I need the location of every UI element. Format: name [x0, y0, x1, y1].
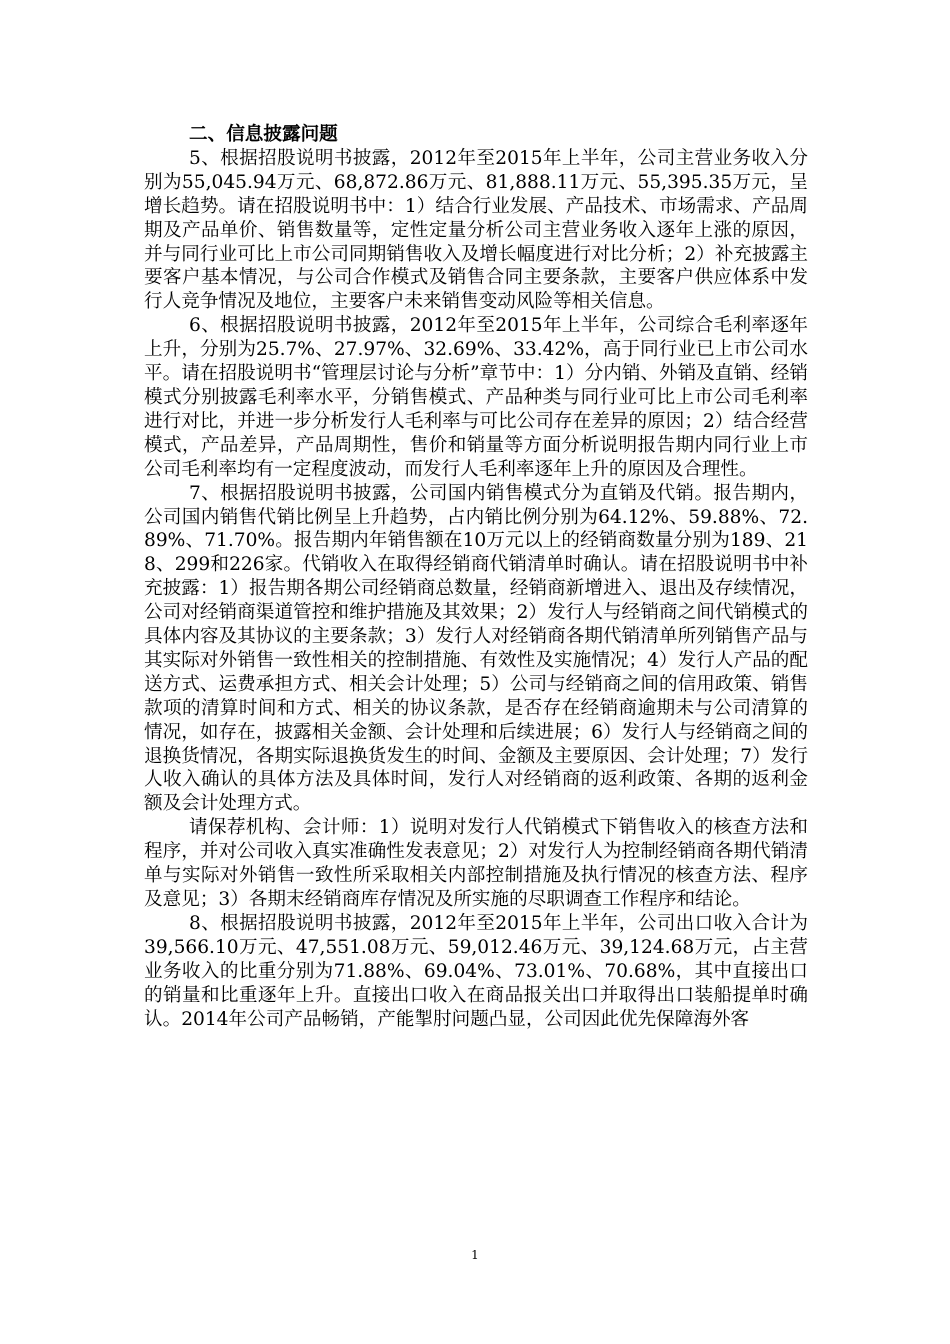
paragraph-item-6: 6、根据招股说明书披露，2012年至2015年上半年，公司综合毛利率逐年上升，分别为25.7%、27.97%、32.69%、33.42%，高于同行业已上市公司水平。请在招股说明书“管理层讨论与分析”章节中：1）分内销、外销及直销、经销模式分别披露毛利率水平，分销售模式、产品种类与同行业可比上市公司毛利率进行对比，并进一步分析发行人毛利率与可比公司存在差异的原因；2）结合经营模式，产品差异，产品周期性，售价和销量等方面分析说明报告期内同行业上市公司毛利率均有一定程度波动，而发行人毛利率逐年上升的原因及合理性。 — [144, 315, 808, 480]
paragraph-item-5: 5、根据招股说明书披露，2012年至2015年上半年，公司主营业务收入分别为55,045.94万元、68,872.86万元、81,888.11万元、55,395.35万元，呈增长趋势。请在招股说明书中：1）结合行业发展、产品技术、市场需求、产品周期及产品单价、销售数量等，定性定量分析公司主营业务收入逐年上涨的原因，并与同行业可比上市公司同期销售收入及增长幅度进行对比分析；2）补充披露主要客户基本情况，与公司合作模式及销售合同主要条款，主要客户供应体系中发行人竞争情况及地位，主要客户未来销售变动风险等相关信息。 — [144, 147, 808, 313]
paragraph-sponsor-request: 请保荐机构、会计师：1）说明对发行人代销模式下销售收入的核查方法和程序，并对公司收入真实准确性发表意见；2）对发行人为控制经销商各期代销清单与实际对外销售一致性所采取相关内部控制措施及执行情况的核查方法、程序及意见；3）各期末经销商库存情况及所实施的尽职调查工作程序和结论。 — [144, 817, 808, 910]
section-heading: 二、信息披露问题 — [189, 124, 338, 145]
document-body — [144, 123, 808, 1031]
paragraph-item-8: 8、根据招股说明书披露，2012年至2015年上半年，公司出口收入合计为39,566.10万元、47,551.08万元、59,012.46万元、39,124.68万元，占主营业务收入的比重分别为71.88%、69.04%、73.01%、70.68%，其中直接出口的销量和比重逐年上升。直接出口收入在商品报关出口并取得出口装船提单时确认。2014年公司产品畅销，产能掣肘问题凸显，公司因此优先保障海外客 — [144, 912, 808, 1030]
page-number: 1 — [471, 1248, 479, 1262]
paragraph-item-7: 7、根据招股说明书披露，公司国内销售模式分为直销及代销。报告期内，公司国内销售代销比例呈上升趋势，占内销比例分别为64.12%、59.88%、72.89%、71.70%。报告期内年销售额在10万元以上的经销商数量分别为189、218、299和226家。代销收入在取得经销商代销清单时确认。请在招股说明书中补充披露：1）报告期各期公司经销商总数量，经销商新增进入、退出及存续情况，公司对经销商渠道管控和维护措施及其效果；2）发行人与经销商之间代销模式的具体内容及其协议的主要条款；3）发行人对经销商各期代销清单所列销售产品与其实际对外销售一致性相关的控制措施、有效性及实施情况；4）发行人产品的配送方式、运费承担方式、相关会计处理；5）公司与经销商之间的信用政策、销售款项的清算时间和方式、相关的协议条款，是否存在经销商逾期未与公司清算的情况，如存在，披露相关金额、会计处理和后续进展；6）发行人与经销商之间的退换货情况，各期实际退换货发生的时间、金额及主要原因、会计处理；7）发行人收入确认的具体方法及具体时间，发行人对经销商的返利政策、各期的返利金额及会计处理方式。 — [144, 482, 808, 815]
